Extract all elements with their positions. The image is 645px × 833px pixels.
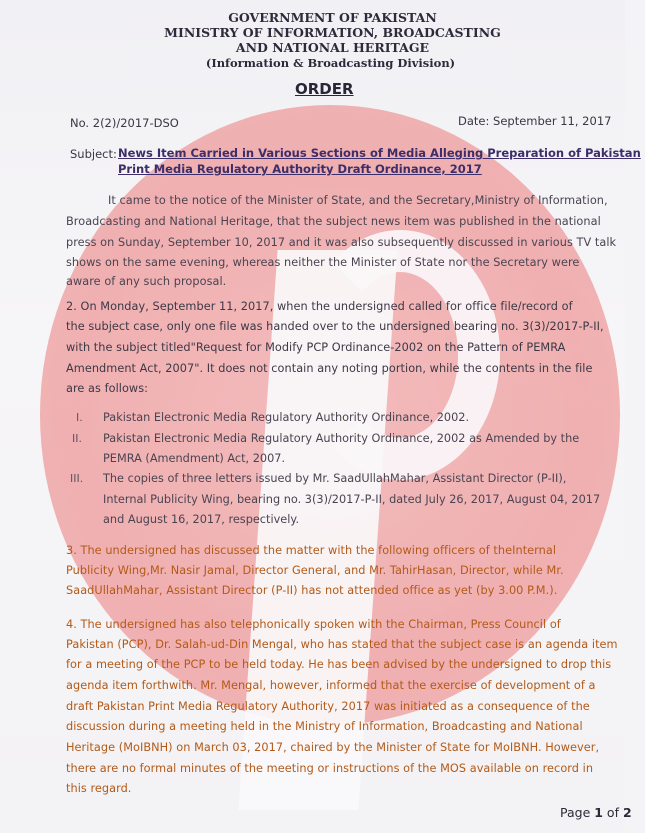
paragraph-1-line: aware of any such proposal. [66,275,227,288]
paragraph-2-line: 2. On Monday, September 11, 2017, when the undersigned called for office file/record of [66,300,573,313]
reference-number: No. 2(2)/2017-DSO [70,116,179,130]
paragraph-1-line: It came to the notice of the Minister of State, and the Secretary,Ministry of Information, [108,194,608,207]
paragraph-4-line: for a meeting of the PCP to be held today. He has been advised by the undersigned to drop this [66,658,612,671]
paragraph-2-line: are as follows: [66,382,149,395]
paragraph-2-line: with the subject titled"Request for Modify PCP Ordinance-2002 on the Pattern of PEMRA [66,341,566,354]
page-number-separator: of [602,805,623,820]
paragraph-4-line: draft Pakistan Print Media Regulatory Authority, 2017 was initiated as a consequence of the [66,700,590,713]
paragraph-4-line: discussion during a meeting held in the Ministry of Information, Broadcasting and National [66,720,583,733]
header-government: GOVERNMENT OF PAKISTAN [228,10,437,25]
paragraph-4-line: 4. The undersigned has also telephonically spoken with the Chairman, Press Council of [66,618,561,631]
document-date: Date: September 11, 2017 [458,114,612,128]
paragraph-3-line: Publicity Wing,Mr. Nasir Jamal, Director General, and Mr. TahirHasan, Director, while Mr. [66,564,564,577]
page-number-total: 2 [622,805,632,820]
subject-line: Print Media Regulatory Authority Draft Ordinance, 2017 [118,162,482,176]
page-number-prefix: Page [560,805,595,820]
paragraph-3-line: 3. The undersigned has discussed the matter with the following officers of theInternal [66,544,557,557]
page-number [560,805,632,820]
paragraph-2-line: Amendment Act, 2007". It does not contain any noting portion, while the contents in the file [66,362,593,375]
paragraph-1-line: shows on the same evening, whereas neither the Minister of State nor the Secretary were [66,256,580,269]
paragraph-4-line: Heritage (MoIBNH) on March 03, 2017, chaired by the Minister of State for MoIBNH. However, [66,741,600,754]
header-ministry: MINISTRY OF INFORMATION, BROADCASTING [164,25,501,40]
paragraph-4-line: agenda item forthwith. Mr. Mengal, however, informed that the exercise of development of a [66,679,596,692]
paragraph-4-line: this regard. [66,782,132,795]
list-item-line: Internal Publicity Wing, bearing no. 3(3)/2017-P-II, dated July 26, 2017, August 04, 2017 [103,493,601,506]
document-title: ORDER [295,80,354,98]
header-division: (Information & Broadcasting Division) [205,56,456,70]
paragraph-3-line: SaadUllahMahar, Assistant Director (P-II) has not attended office as yet (by 3.00 P.M.). [66,584,558,597]
list-item-number: I. [76,411,83,424]
list-item-number: II. [72,432,82,445]
list-item-line: Pakistan Electronic Media Regulatory Authority Ordinance, 2002. [103,411,470,424]
list-item-line: The copies of three letters issued by Mr. SaadUllahMahar, Assistant Director (P-II), [103,472,567,485]
list-item-number: III. [70,472,84,485]
paragraph-1-line: Broadcasting and National Heritage, that the subject news item was published in the national [66,215,601,228]
paragraph-1-line: press on Sunday, September 10, 2017 and it was also subsequently discussed in various TV talk [66,236,617,249]
list-item-line: PEMRA (Amendment) Act, 2007. [103,452,286,465]
list-item-line: and August 16, 2017, respectively. [103,513,300,526]
paragraph-2-line: the subject case, only one file was handed over to the undersigned bearing no. 3(3)/2017-P-II, [66,320,604,333]
paragraph-4-line: Pakistan (PCP), Dr. Salah-ud-Din Mengal, who has stated that the subject case is an agenda item [66,638,618,651]
subject-line: News Item Carried in Various Sections of Media Alleging Preparation of Pakistan [118,146,641,160]
list-item-line: Pakistan Electronic Media Regulatory Authority Ordinance, 2002 as Amended by the [103,432,580,445]
header-heritage: AND NATIONAL HERITAGE [235,40,430,55]
paragraph-4-line: there are no formal minutes of the meeting or instructions of the MOS available on record in [66,762,594,775]
page-number-current: 1 [594,805,603,820]
subject-label: Subject: [70,147,117,161]
